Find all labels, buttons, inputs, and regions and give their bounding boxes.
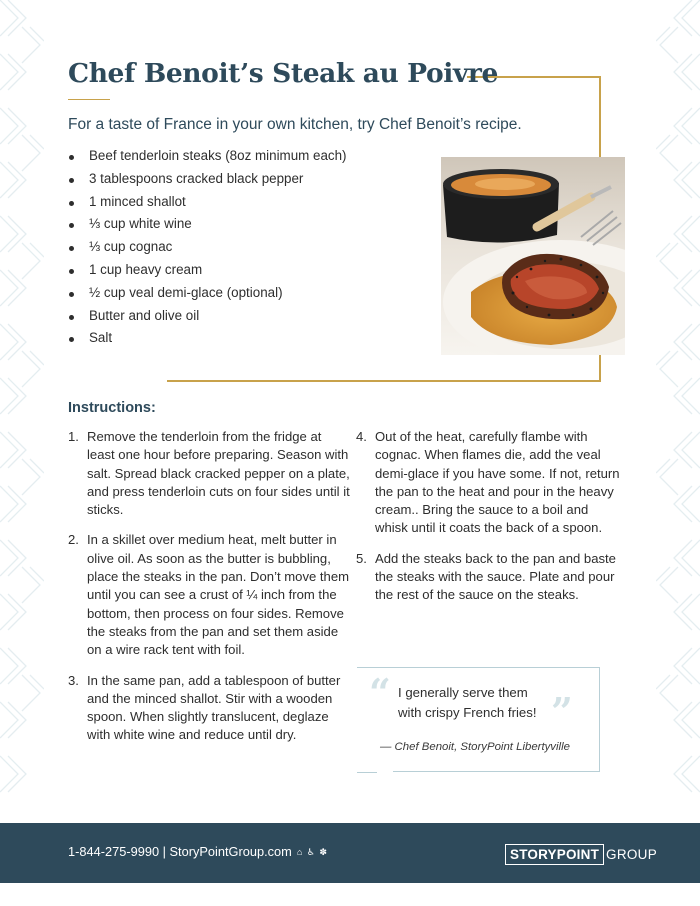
quote-attribution: — Chef Benoit, StoryPoint Libertyville	[380, 741, 570, 753]
step-text: Remove the tenderloin from the fridge at least one hour before preparing. Season with salt. Spread black cracked pepper on a plate, and press tenderloin cuts on four sides until it sticks.	[87, 429, 350, 518]
title-underline	[68, 99, 110, 100]
instruction-step	[356, 550, 620, 605]
quote-line: with crispy French fries!	[398, 704, 537, 720]
instruction-step	[68, 672, 350, 745]
step-text: In the same pan, add a tablespoon of butter and the minced shallot. Stir with a wooden spoon. When slightly translucent, deglaze with white wine and reduce until dry.	[87, 672, 341, 743]
steak-photo	[441, 157, 625, 355]
chevron-pattern-right	[656, 0, 700, 823]
instruction-step	[356, 428, 620, 538]
step-number: 1.	[68, 429, 79, 444]
logo-sub: GROUP	[606, 846, 658, 862]
step-text: Out of the heat, carefully flambe with cognac. When flames die, add the veal demi-glace if you have some. If not, return the pan to the heat and pour in the heavy cream.. Bring the sauce to a boil and whisk until it coats the back of a spoon.	[375, 429, 620, 536]
footer-contact	[68, 844, 328, 859]
step-number: 2.	[68, 532, 79, 548]
ingredient-item: Butter and olive oil	[68, 305, 347, 328]
instruction-step	[68, 428, 350, 519]
logo-main: STORYPOINT	[505, 844, 604, 865]
step-number: 4.	[356, 429, 367, 444]
open-quote-icon: “	[369, 670, 391, 715]
ingredient-item: ½ cup veal demi-glace (optional)	[68, 282, 347, 305]
ingredient-item: Salt	[68, 327, 347, 350]
recipe-subtitle: For a taste of France in your own kitchen, try Chef Benoit’s recipe.	[68, 116, 522, 133]
ingredient-item: Beef tenderloin steaks (8oz minimum each)	[68, 145, 347, 168]
contact-text: 1-844-275-9990 | StoryPointGroup.com	[68, 844, 292, 859]
instructions-list-right	[356, 428, 620, 617]
ingredient-item: 1 minced shallot	[68, 191, 347, 214]
step-number: 3.	[68, 672, 79, 688]
ingredient-item: ⅓ cup white wine	[68, 213, 347, 236]
ingredients-list	[68, 145, 347, 350]
close-quote-icon: ”	[551, 689, 573, 734]
footer	[0, 823, 700, 883]
storypoint-logo	[505, 843, 657, 865]
instruction-step	[68, 531, 350, 659]
gold-frame-bottom	[167, 380, 601, 382]
step-number: 5.	[356, 550, 367, 566]
quote-box-bottom	[393, 771, 600, 772]
step-text: Add the steaks back to the pan and baste the steaks with the sauce. Plate and pour the rest of the sauce on the steaks.	[375, 550, 616, 603]
instructions-list-left	[68, 428, 350, 757]
quote-line: I generally serve them	[398, 685, 528, 700]
chevron-pattern-left	[0, 0, 44, 823]
ingredient-item: 3 tablespoons cracked black pepper	[68, 168, 347, 191]
quote-text	[398, 683, 537, 722]
ingredient-item: ⅓ cup cognac	[68, 236, 347, 259]
step-text: In a skillet over medium heat, melt butter in olive oil. As soon as the butter is bubbling, place the steaks in the pan. Don’t move them until you can see a crust of ¼ inch from the bottom, then process on four sides. Remove the steaks from the pan and set them aside on a wire rack tent with foil.	[87, 532, 350, 658]
instructions-heading: Instructions:	[68, 400, 156, 416]
ingredient-item: 1 cup heavy cream	[68, 259, 347, 282]
accessibility-icons: ⌂ ♿ ✽	[296, 847, 328, 857]
recipe-title: Chef Benoit’s Steak au Poivre	[68, 58, 498, 89]
